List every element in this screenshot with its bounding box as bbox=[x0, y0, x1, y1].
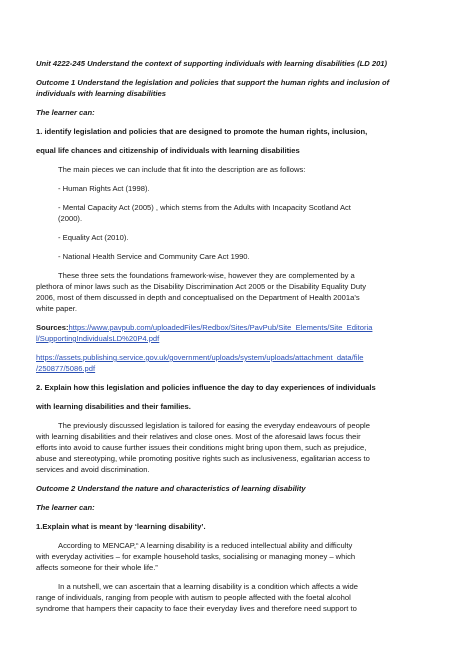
outcome2-title: Outcome 2 Understand the nature and characteristics of learning disability bbox=[36, 484, 306, 493]
outcome2-para2-line1: In a nutshell, we can ascertain that a learning disability is a condition which affects a wide bbox=[58, 582, 358, 591]
outcome2-para1-line1: According to MENCAP,“ A learning disability is a reduced intellectual ability and difficulty bbox=[58, 541, 353, 550]
outcome1-title-line2: individuals with learning disabilities bbox=[36, 89, 166, 98]
outcome2-learner-can: The learner can: bbox=[36, 503, 95, 512]
outcome1-para1-line3: 2006, most of them discussed in depth and conceptualised on the Department of Health 2001a’s bbox=[36, 293, 360, 302]
outcome2-para2-line3: syndrome that hampers their capacity to face their everyday lives and therefore need support to bbox=[36, 604, 357, 613]
act-item: - National Health Service and Community Care Act 1990. bbox=[58, 252, 250, 261]
outcome1-para2-line5: services and avoid discrimination. bbox=[36, 465, 150, 474]
outcome2-para1-line2: with everyday activities – for example household tasks, socialising or managing money – which bbox=[36, 552, 356, 561]
outcome1-para1-line2: plethora of minor laws such as the Disability Discrimination Act 2005 or the Disability Equality Duty bbox=[36, 282, 367, 291]
outcome1-q1-line2: equal life chances and citizenship of individuals with learning disabilities bbox=[36, 146, 300, 155]
outcome1-intro: The main pieces we can include that fit into the description are as follows: bbox=[58, 165, 306, 174]
outcome2-para2-line2: range of individuals, ranging from people with autism to people affected with the foetal alcohol bbox=[36, 593, 351, 602]
outcome1-learner-can: The learner can: bbox=[36, 108, 95, 117]
source-link-2-cont[interactable]: /250877/5086.pdf bbox=[36, 364, 96, 373]
outcome1-title-line1: Outcome 1 Understand the legislation and policies that support the human rights and inclusion of bbox=[36, 78, 390, 87]
outcome1-q1-line1: 1. identify legislation and policies that are designed to promote the human rights, inclusion, bbox=[36, 127, 368, 136]
source-link-1[interactable]: https://www.pavpub.com/uploadedFiles/Redbox/Sites/PavPub/Site_Elements/Site_Editoria bbox=[68, 323, 373, 332]
outcome1-para1-line1: These three sets the foundations framework-wise, however they are complemented by a bbox=[58, 271, 355, 280]
act-item: - Human Rights Act (1998). bbox=[58, 184, 150, 193]
outcome1-q2-line2: with learning disabilities and their families. bbox=[36, 402, 191, 411]
act-item: - Equality Act (2010). bbox=[58, 233, 129, 242]
outcome1-para2-line1: The previously discussed legislation is tailored for easing the everyday endeavours of people bbox=[58, 421, 370, 430]
source-link-2[interactable]: https://assets.publishing.service.gov.uk/government/uploads/system/uploads/attachment_data/file bbox=[36, 353, 364, 362]
source-link-1-cont[interactable]: l/SupportingIndividualsLD%20P4.pdf bbox=[36, 334, 160, 343]
outcome2-para1-line3: affects someone for their whole life.” bbox=[36, 563, 158, 572]
sources-line1 bbox=[36, 322, 440, 333]
unit-title: Unit 4222-245 Understand the context of supporting individuals with learning disabilities (LD 201) bbox=[36, 59, 388, 68]
act-item: - Mental Capacity Act (2005) , which stems from the Adults with Incapacity Scotland Act bbox=[58, 203, 351, 212]
outcome1-para2-line4: abuse and stereotyping, while promoting positive rights such as inclusiveness, egalitarian access to bbox=[36, 454, 370, 463]
outcome2-q1: 1.Explain what is meant by ‘learning disability’. bbox=[36, 522, 206, 531]
sources-label: Sources: bbox=[36, 323, 69, 332]
outcome1-para2-line2: with learning disabilities and their relatives and close ones. Most of the aforesaid laws focus their bbox=[36, 432, 361, 441]
outcome1-q2-line1: 2. Explain how this legislation and policies influence the day to day experiences of individuals bbox=[36, 383, 376, 392]
outcome1-para2-line3: efforts into avoid to cause further issues their conditions might bring upon them, such as prejudice, bbox=[36, 443, 367, 452]
outcome1-para1-line4: white paper. bbox=[36, 304, 77, 313]
act-item: (2000). bbox=[58, 214, 83, 223]
